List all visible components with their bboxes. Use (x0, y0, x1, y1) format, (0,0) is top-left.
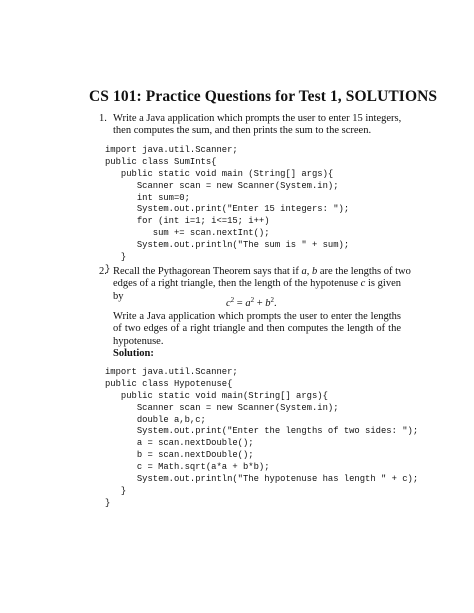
code-line: import java.util.Scanner; (105, 367, 238, 377)
var-a: a (301, 266, 307, 277)
question-2-text2-line: hypotenuse. (113, 335, 164, 347)
equation-b: b (265, 298, 271, 309)
code-line: Scanner scan = new Scanner(System.in); (105, 180, 339, 191)
equation-c: c (226, 298, 231, 309)
pythagorean-equation: $c^2 = a^2 + b^2$. (226, 296, 277, 309)
code-line: } (105, 497, 111, 508)
code-line: a = scan.nextDouble(); (105, 438, 254, 449)
question-1-number: 1. (99, 113, 107, 124)
code-line: double a,b,c; (105, 414, 206, 425)
code-line: b = scan.nextDouble(); (105, 450, 254, 461)
solution-label: Solution: (113, 348, 154, 359)
question-1-text-line: then computes the sum, and then prints the sum to the screen. (113, 125, 372, 137)
equation-exponent: 2 (250, 296, 255, 304)
equation-exponent: 2 (270, 296, 275, 304)
code-line: Scanner scan = new Scanner(System.in); (105, 402, 339, 413)
question-2-text2-line: of two edges of a right triangle and then computes the length of the (113, 323, 401, 335)
question-1-code-block (105, 145, 349, 276)
code-line: public static void main(String[] args){ (105, 390, 328, 401)
code-line: } (105, 252, 127, 263)
code-line: System.out.print("Enter the lengths of two sides: "); (105, 426, 419, 437)
equation-plus: + (256, 298, 263, 309)
equation-equals: = (236, 298, 243, 309)
code-line: int sum=0; (105, 192, 190, 203)
code-line: public class Hypotenuse{ (105, 378, 233, 389)
question-2-text-line: Recall the Pythagorean Theorem says that if a, b are the lengths of two (113, 266, 411, 277)
question-2-text-line: by (113, 290, 124, 302)
code-line: c = Math.sqrt(a*a + b*b); (105, 462, 270, 473)
code-line: import java.util.Scanner; (105, 145, 238, 155)
page-title: CS 101: Practice Questions for Test 1, SOLUTIONS (89, 88, 438, 105)
question-2-text2-line: Write a Java application which prompts the user to enter the lengths (113, 311, 401, 322)
equation-exponent: 2 (230, 296, 235, 304)
question-2-number: 2. (99, 266, 107, 277)
code-line: public static void main (String[] args){ (105, 168, 334, 179)
code-line: } (105, 263, 111, 274)
code-line: public class SumInts{ (105, 156, 217, 167)
code-line: System.out.println("The sum is " + sum); (105, 240, 350, 251)
question-2-text-2 (113, 311, 401, 348)
equation-a: a (245, 298, 251, 309)
question-1-text (113, 113, 401, 138)
question-2-text-line: edges of a right triangle, then the length of the hypotenuse c is given (113, 278, 401, 290)
code-line: for (int i=1; i<=15; i++) (105, 216, 270, 227)
var-c: c (360, 278, 366, 290)
question-1-text-line: Write a Java application which prompts the user to enter 15 integers, (113, 113, 402, 124)
code-line: System.out.println("The hypotenuse has length " + c); (105, 474, 419, 485)
var-b: b (311, 266, 318, 277)
code-line: System.out.print("Enter 15 integers: "); (105, 204, 350, 215)
code-line: sum += scan.nextInt(); (105, 228, 270, 239)
code-line: } (105, 485, 127, 496)
question-2-code-block (105, 367, 418, 510)
